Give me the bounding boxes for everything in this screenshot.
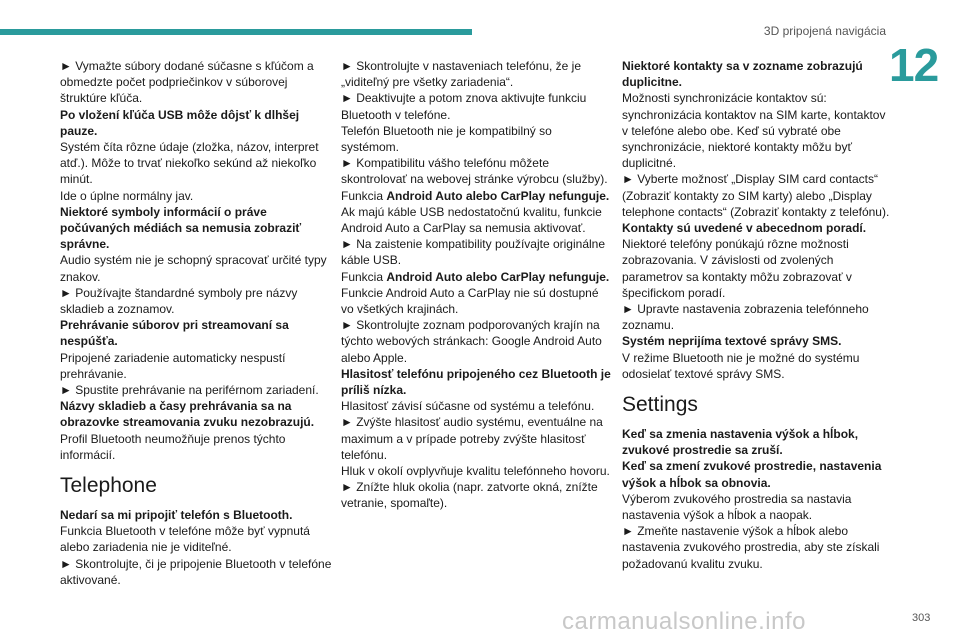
column-1 [60, 58, 332, 588]
body-text: V režime Bluetooth nie je možné do systému odosielať textové správy SMS. [622, 350, 860, 381]
body-text: Telefón Bluetooth nie je kompatibilný so systémom. [341, 123, 552, 155]
question-text: Nedarí sa mi pripojiť telefón s Bluetooth. [60, 508, 293, 523]
section-heading: Settings [622, 393, 698, 417]
question-bold: Android Auto alebo CarPlay nefunguje. [386, 188, 610, 203]
question-text: Keď sa zmenia nastavenia výšok a hĺbok, zvukové prostredie sa zruší. [622, 427, 859, 458]
body-text: Možnosti synchronizácie kontaktov sú: synchronizácia kontaktov na SIM karte, kontaktov v telefóne alebo obe. Keď sú vybraté obe synchronizácie, niektoré kontakty môžu byť duplicitné. [622, 91, 886, 171]
question-prefix: Funkcia [341, 269, 387, 284]
body-text: Profil Bluetooth neumožňuje prenos týchto informácií. [60, 431, 286, 462]
body-text: Ak majú káble USB nedostatočnú kvalitu, funkcie Android Auto a CarPlay sa nemusia aktivovať. [341, 204, 602, 236]
question-prefix: Funkcia [341, 188, 387, 203]
body-text: Pripojené zariadenie automaticky nespustí prehrávanie. [60, 350, 286, 381]
question-text: Systém neprijíma textové správy SMS. [622, 334, 842, 349]
question-text: Po vložení kľúča USB môže dôjsť k dlhšej pauze. [60, 107, 300, 138]
body-text: ► Zvýšte hlasitosť audio systému, eventuálne na maximum a v prípade potreby zvýšte hlasitosť telefónu. [341, 415, 603, 462]
question-text: Názvy skladieb a časy prehrávania sa na obrazovke streamovania zvuku nezobrazujú. [60, 399, 315, 430]
body-text: Niektoré telefóny ponúkajú rôzne možnosti zobrazovania. V závislosti od zvolených parametrov sa kontakty môžu zobrazovať v špecifickom poradí. [622, 237, 852, 300]
body-text: ► Deaktivujte a potom znova aktivujte funkciu Bluetooth v telefóne. [341, 91, 587, 122]
body-text: ► Skontrolujte zoznam podporovaných krajín na týchto webových stránkach: Google Android Auto alebo Apple. [341, 318, 602, 365]
body-text: ► Vyberte možnosť „Display SIM card contacts“ (Zobraziť kontakty zo SIM karty) alebo „Display telephone contacts“ (Zobraziť kontakty z telefónu). [622, 172, 890, 219]
body-text: Ide o úplne normálny jav. [60, 188, 194, 203]
body-text: Funkcia Bluetooth v telefóne môže byť vypnutá alebo zariadenia nie je viditeľné. [60, 524, 310, 555]
body-text: ► Kompatibilitu vášho telefónu môžete skontrolovať na webovej stránke výrobcu (služby). [341, 156, 608, 187]
watermark: carmanualsonline.info [562, 608, 806, 635]
body-text: ► Skontrolujte, či je pripojenie Bluetooth v telefóne aktivované. [60, 556, 332, 587]
question-text [341, 269, 613, 285]
header-accent-bar [0, 29, 472, 35]
question-text: Niektoré kontakty sa v zozname zobrazujú duplicitne. [622, 59, 863, 90]
body-text: ► Znížte hluk okolia (napr. zatvorte okná, znížte vetranie, spomaľte). [341, 480, 598, 511]
question-text: Niektoré symboly informácií o práve počúvaných médiách sa nemusia zobraziť správne. [60, 204, 302, 252]
question-text: Keď sa zmení zvukové prostredie, nastavenia výšok a hĺbok sa obnovia. [622, 459, 882, 490]
body-text: Hlasitosť závisí súčasne od systému a telefónu. [341, 399, 595, 414]
question-bold: Android Auto alebo CarPlay nefunguje. [386, 269, 610, 284]
body-text: ► Vymažte súbory dodané súčasne s kľúčom a obmedzte počet podpriečinkov v súborovej štruktúre kľúča. [60, 59, 314, 106]
question-text: Kontakty sú uvedené v abecednom poradí. [622, 221, 867, 236]
question-text: Prehrávanie súborov pri streamovaní sa nespúšťa. [60, 318, 289, 349]
body-text: ► Zmeňte nastavenie výšok a hĺbok alebo nastavenia zvukového prostredia, aby ste získali požadovanú kvalitu zvuku. [622, 524, 880, 571]
page-number: 303 [912, 612, 931, 624]
body-text: Audio systém nie je schopný spracovať určité typy znakov. [60, 253, 327, 284]
body-text: Funkcie Android Auto a CarPlay nie sú dostupné vo všetkých krajinách. [341, 285, 599, 317]
body-text: ► Upravte nastavenia zobrazenia telefónneho zoznamu. [622, 302, 869, 333]
body-text: ► Spustite prehrávanie na periférnom zariadení. [60, 383, 319, 398]
body-text: Hluk v okolí ovplyvňuje kvalitu telefónneho hovoru. [341, 464, 610, 479]
section-title: 3D pripojená navigácia [763, 24, 886, 38]
body-text: Výberom zvukového prostredia sa nastavia nastavenia výšok a hĺbok a naopak. [622, 491, 852, 523]
chapter-number: 12 [889, 39, 939, 91]
body-text: ► Používajte štandardné symboly pre názvy skladieb a zoznamov. [60, 285, 298, 317]
column-2 [341, 58, 613, 512]
body-text: ► Skontrolujte v nastaveniach telefónu, že je „viditeľný pre všetky zariadenia“. [341, 59, 582, 90]
question-text: Hlasitosť telefónu pripojeného cez Bluetooth je príliš nízka. [341, 366, 611, 398]
body-text: ► Na zaistenie kompatibility používajte originálne káble USB. [341, 237, 606, 268]
body-text: Systém číta rôzne údaje (zložka, názov, interpret atď.). Môže to trvať niekoľko sekúnd až niekoľko minút. [60, 140, 319, 187]
section-heading: Telephone [60, 474, 157, 498]
column-3 [622, 58, 892, 572]
question-text [341, 188, 613, 204]
